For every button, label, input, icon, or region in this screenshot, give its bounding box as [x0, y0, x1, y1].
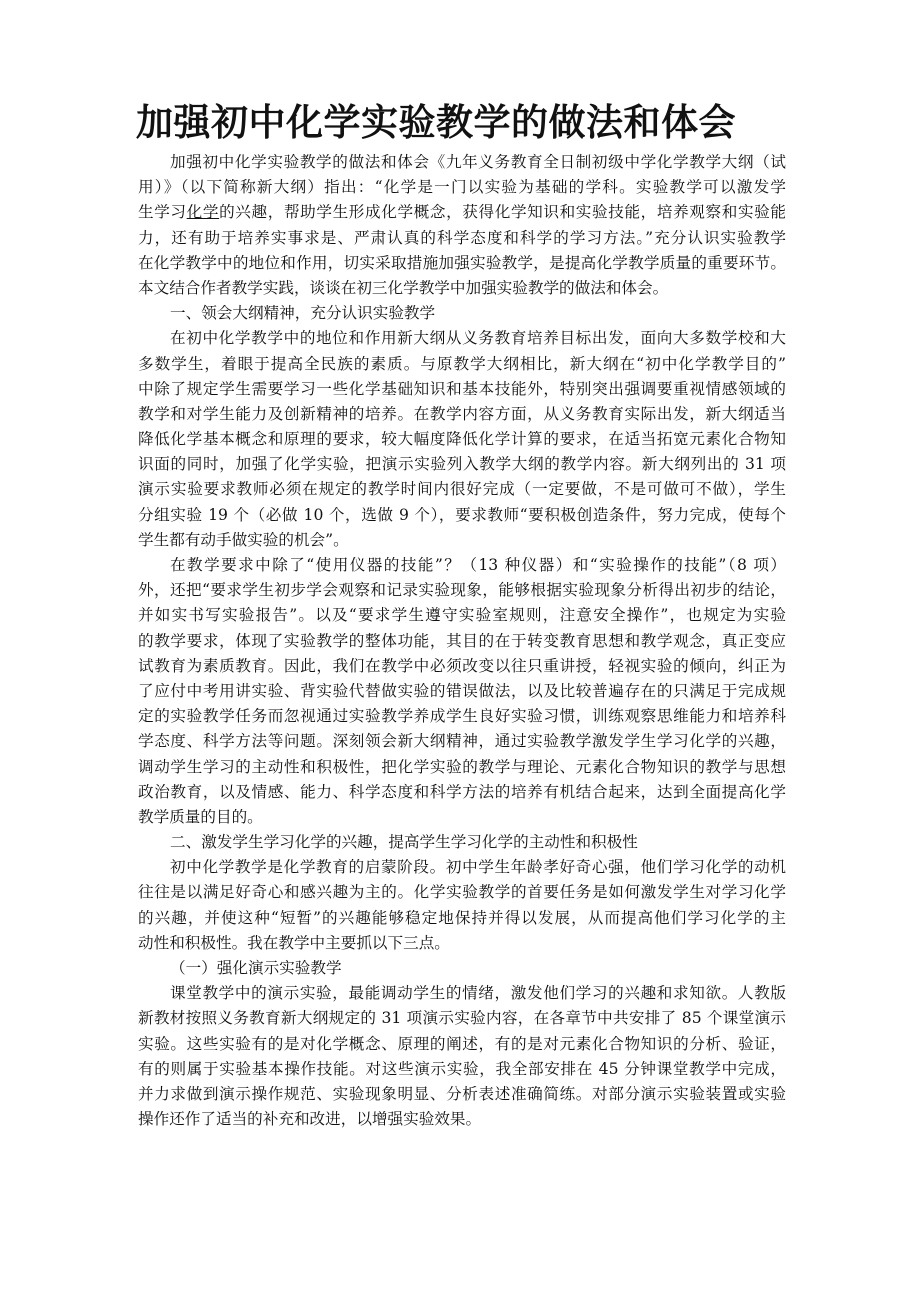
text-line: 新教材按照义务教育新大纲规定的 31 项演示实验内容，在各章节中共安排了 85 个课堂演示 [138, 1009, 786, 1028]
document-body [138, 150, 786, 1132]
section-heading [138, 830, 786, 855]
text-line: 二、激发学生学习化学的兴趣，提高学生学习化学的主动性和积极性 [170, 833, 638, 852]
paragraph [138, 553, 786, 830]
text-segment: 的兴趣，帮助学生形成化学概念，获得化学知识和实验技能，培养观察和实验能 [219, 203, 786, 222]
text-line: 课堂教学中的演示实验，最能调动学生的情绪，激发他们学习的兴趣和求知欲。人教版 [170, 984, 786, 1003]
text-line: 动性和积极性。我在教学中主要抓以下三点。 [138, 933, 450, 952]
text-line: 力，还有助于培养实事求是、严肃认真的科学态度和科学的学习方法。”充分认识实验教学 [138, 228, 786, 247]
paragraph [138, 855, 786, 956]
text-line: 教学质量的目的。 [138, 807, 263, 826]
text-line: 并力求做到演示操作规范、实验现象明显、分析表述准确简练。对部分演示实验装置或实验 [138, 1084, 786, 1103]
text-line: 实验。这些实验有的是对化学概念、原理的阐述，有的是对元素化合物知识的分析、验证， [138, 1034, 786, 1053]
text-line: 一、领会大纲精神，充分认识实验教学 [170, 304, 436, 323]
text-line: 调动学生学习的主动性和积极性，把化学实验的教学与理论、元素化合物知识的教学与思想 [138, 757, 786, 776]
text-line: 并如实书写实验报告”。以及“要求学生遵守实验室规则，注意安全操作”，也规定为实验 [138, 606, 786, 625]
text-line: 在初中化学教学中的地位和作用新大纲从义务教育培养目标出发，面向大多数学校和大 [170, 329, 786, 348]
text-line: 外，还把“要求学生初步学会观察和记录实验现象，能够根据实验现象分析得出初步的结论， [138, 581, 786, 600]
text-line: 的兴趣，并使这种“短暂”的兴趣能够稳定地保持并得以发展，从而提高他们学习化学的主 [138, 908, 786, 927]
text-line: 有的则属于实验基本操作技能。对这些演示实验，我全部安排在 45 分钟课堂教学中完成， [138, 1059, 786, 1078]
section-heading [138, 301, 786, 326]
text-line: 了应付中考用讲实验、背实验代替做实验的错误做法，以及比较普遍存在的只满足于完成规 [138, 681, 786, 700]
text-line: 教学和对学生能力及创新精神的培养。在教学内容方面，从义务教育实际出发，新大纲适当 [138, 404, 786, 423]
document-title: 加强初中化学实验教学的做法和体会 [136, 100, 736, 144]
paragraph [138, 326, 786, 553]
text-line: 中除了规定学生需要学习一些化学基础知识和基本技能外，特别突出强调要重视情感领域的 [138, 379, 786, 398]
text-line: 往往是以满足好奇心和感兴趣为主的。化学实验教学的首要任务是如何激发学生对学习化学 [138, 883, 786, 902]
text-line: 初中化学教学是化学教育的启蒙阶段。初中学生年龄孝好奇心强，他们学习化学的动机 [170, 858, 786, 877]
text-line: 学态度、科学方法等问题。深刻领会新大纲精神，通过实验教学激发学生学习化学的兴趣， [138, 732, 786, 751]
text-line: 用）》（以下简称新大纲）指出：“化学是一门以实验为基础的学科。实验教学可以激发学 [138, 178, 786, 197]
text-line: 演示实验要求教师必须在规定的教学时间内很好完成（一定要做，不是可做可不做），学生 [138, 480, 786, 499]
text-line: 多数学生，着眼于提高全民族的素质。与原教学大纲相比，新大纲在“初中化学教学目的” [138, 354, 786, 373]
paragraph [138, 150, 786, 301]
section-heading [138, 956, 786, 981]
hyperlink[interactable]: 化学 [186, 203, 220, 222]
text-line: 加强初中化学实验教学的做法和体会《九年义务教育全日制初级中学化学教学大纲（试 [170, 153, 786, 171]
text-line: 定的实验教学任务而忽视通过实验教学养成学生良好实验习惯，训练观察思维能力和培养科 [138, 707, 786, 726]
text-line: 政治教育，以及情感、能力、科学态度和科学方法的培养有机结合起来，达到全面提高化学 [138, 782, 786, 801]
text-line: 本文结合作者教学实践，谈谈在初三化学教学中加强实验教学的做法和体会。 [138, 278, 669, 297]
text-line: 操作还作了适当的补充和改进，以增强实验效果。 [138, 1110, 482, 1129]
text-line: 分组实验 19 个（必做 10 个，选做 9 个），要求教师“要积极创造条件，努力完成，使每个 [138, 505, 786, 524]
text-line: 降低化学基本概念和原理的要求，较大幅度降低化学计算的要求，在适当拓宽元素化合物知 [138, 430, 786, 449]
text-line: 在化学教学中的地位和作用，切实采取措施加强实验教学，是提高化学教学质量的重要环节。 [138, 253, 786, 272]
text-line: 试教育为素质教育。因此，我们在教学中必须改变以往只重讲授，轻视实验的倾向，纠正为 [138, 656, 786, 675]
text-line: 学生都有动手做实验的机会”。 [138, 530, 349, 549]
text-line [138, 200, 786, 225]
paragraph [138, 981, 786, 1132]
text-segment: 生学习 [138, 203, 187, 222]
text-line: （一）强化演示实验教学 [170, 959, 342, 977]
text-line: 在教学要求中除了“使用仪器的技能”？（13 种仪器）和“实验操作的技能”（8 项） [170, 556, 786, 574]
text-line: 识面的同时，加强了化学实验，把演示实验列入教学大纲的教学内容。新大纲列出的 31 项 [138, 455, 786, 474]
text-line: 的教学要求，体现了实验教学的整体功能，其目的在于转变教育思想和教学观念，真正变应 [138, 631, 786, 650]
